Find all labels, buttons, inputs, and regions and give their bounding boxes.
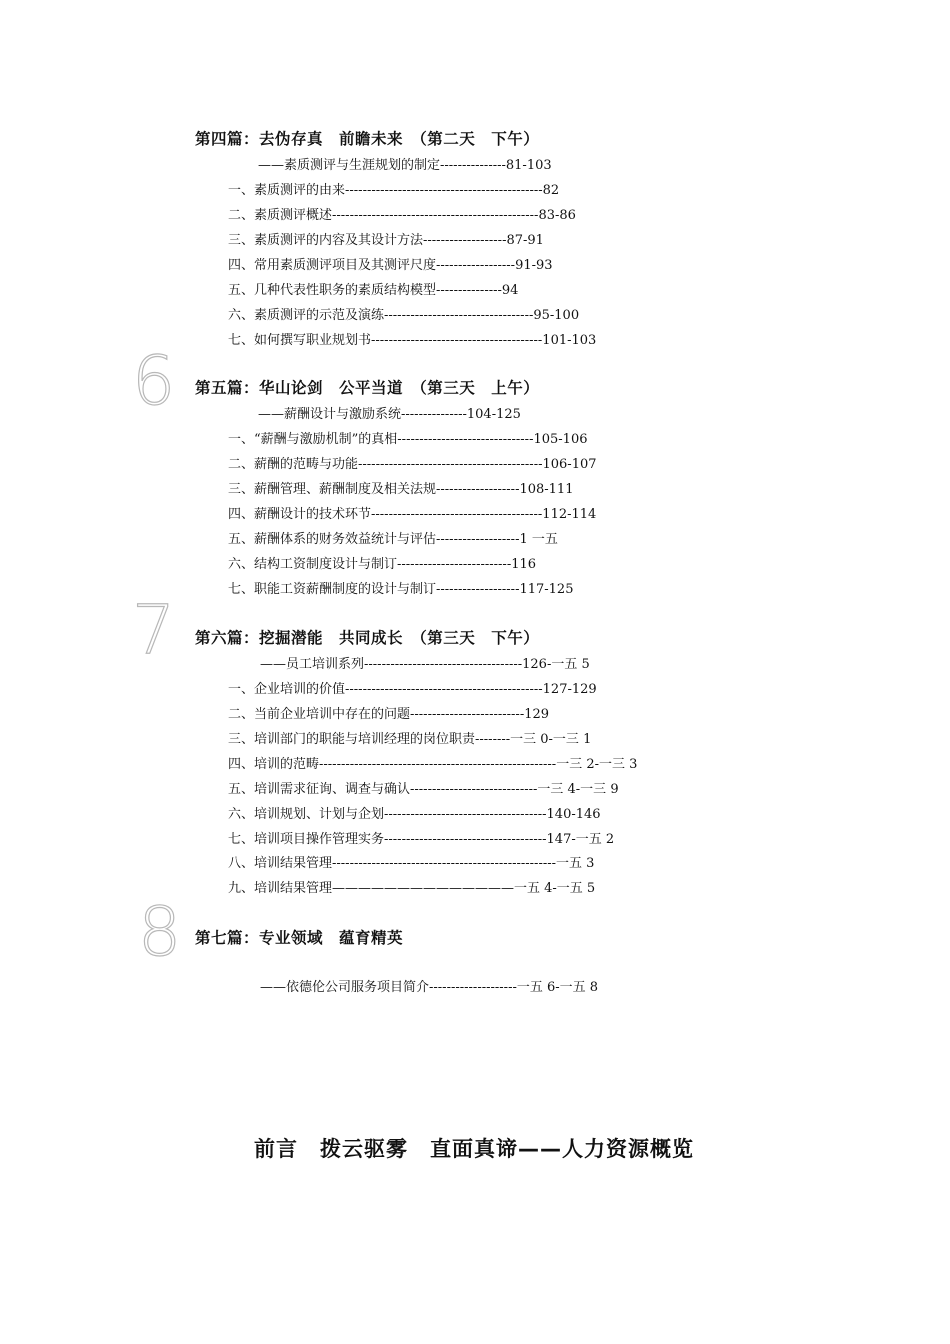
toc-item: 六、素质测评的示范及演练----------------------------------95-100 — [228, 308, 580, 323]
section-6-heading: 第六篇：挖掘潜能 共同成长 （第三天 下午） — [195, 629, 540, 647]
toc-item: 五、培训需求征询、调查与确认-----------------------------一三 4-一三 9 — [228, 782, 619, 797]
toc-item: 三、培训部门的职能与培训经理的岗位职责--------一三 0-一三 1 — [228, 732, 592, 747]
toc-item: 七、职能工资薪酬制度的设计与制订-------------------117-125 — [228, 582, 574, 597]
toc-item: 一、企业培训的价值---------------------------------------------127-129 — [228, 682, 597, 697]
toc-item: 六、培训规划、计划与企划-------------------------------------140-146 — [228, 807, 601, 822]
toc-item: 四、常用素质测评项目及其测评尺度------------------91-93 — [228, 258, 553, 273]
section-5-heading: 第五篇：华山论剑 公平当道 （第三天 上午） — [195, 379, 540, 397]
toc-item: 七、如何撰写职业规划书---------------------------------------101-103 — [228, 333, 597, 348]
toc-item: 三、素质测评的内容及其设计方法-------------------87-91 — [228, 233, 544, 248]
section-6-subtitle: ——员工培训系列------------------------------------126-一五 5 — [260, 657, 590, 672]
section-number-7: 7 — [132, 591, 176, 670]
toc-item: 五、几种代表性职务的素质结构模型---------------94 — [228, 283, 519, 298]
preface-title: 前言 拨云驱雾 直面真谛——人力资源概览 — [254, 1137, 694, 1161]
toc-item: 二、薪酬的范畴与功能------------------------------------------106-107 — [228, 457, 597, 472]
toc-item: 九、培训结果管理——————————————一五 4-一五 5 — [228, 881, 596, 896]
toc-item: 一、“薪酬与激励机制”的真相-------------------------------105-106 — [228, 432, 588, 447]
toc-item: 八、培训结果管理---------------------------------------------------一五 3 — [228, 856, 595, 871]
section-4-subtitle: ——素质测评与生涯规划的制定---------------81-103 — [258, 158, 552, 173]
toc-item: 七、培训项目操作管理实务-------------------------------------147-一五 2 — [228, 832, 615, 847]
toc-item: 四、培训的范畴------------------------------------------------------一三 2-一三 3 — [228, 757, 638, 772]
section-7-subtitle: ——依德伦公司服务项目简介--------------------一五 6-一五 8 — [260, 980, 599, 995]
section-number-8: 8 — [138, 893, 182, 972]
toc-item: 五、薪酬体系的财务效益统计与评估-------------------1 一五 — [228, 532, 558, 547]
toc-item: 一、素质测评的由来---------------------------------------------82 — [228, 183, 560, 198]
section-number-6: 6 — [132, 342, 176, 421]
section-7-heading: 第七篇：专业领域 蕴育精英 — [195, 929, 404, 947]
toc-item: 二、素质测评概述-----------------------------------------------83-86 — [228, 208, 576, 223]
toc-item: 六、结构工资制度设计与制订--------------------------116 — [228, 557, 537, 572]
toc-item: 二、当前企业培训中存在的问题--------------------------129 — [228, 707, 550, 722]
section-4-heading: 第四篇：去伪存真 前瞻未来 （第二天 下午） — [195, 130, 540, 148]
section-5-subtitle: ——薪酬设计与激励系统---------------104-125 — [258, 407, 521, 422]
toc-item: 四、薪酬设计的技术环节---------------------------------------112-114 — [228, 507, 597, 522]
toc-item: 三、薪酬管理、薪酬制度及相关法规-------------------108-111 — [228, 482, 574, 497]
